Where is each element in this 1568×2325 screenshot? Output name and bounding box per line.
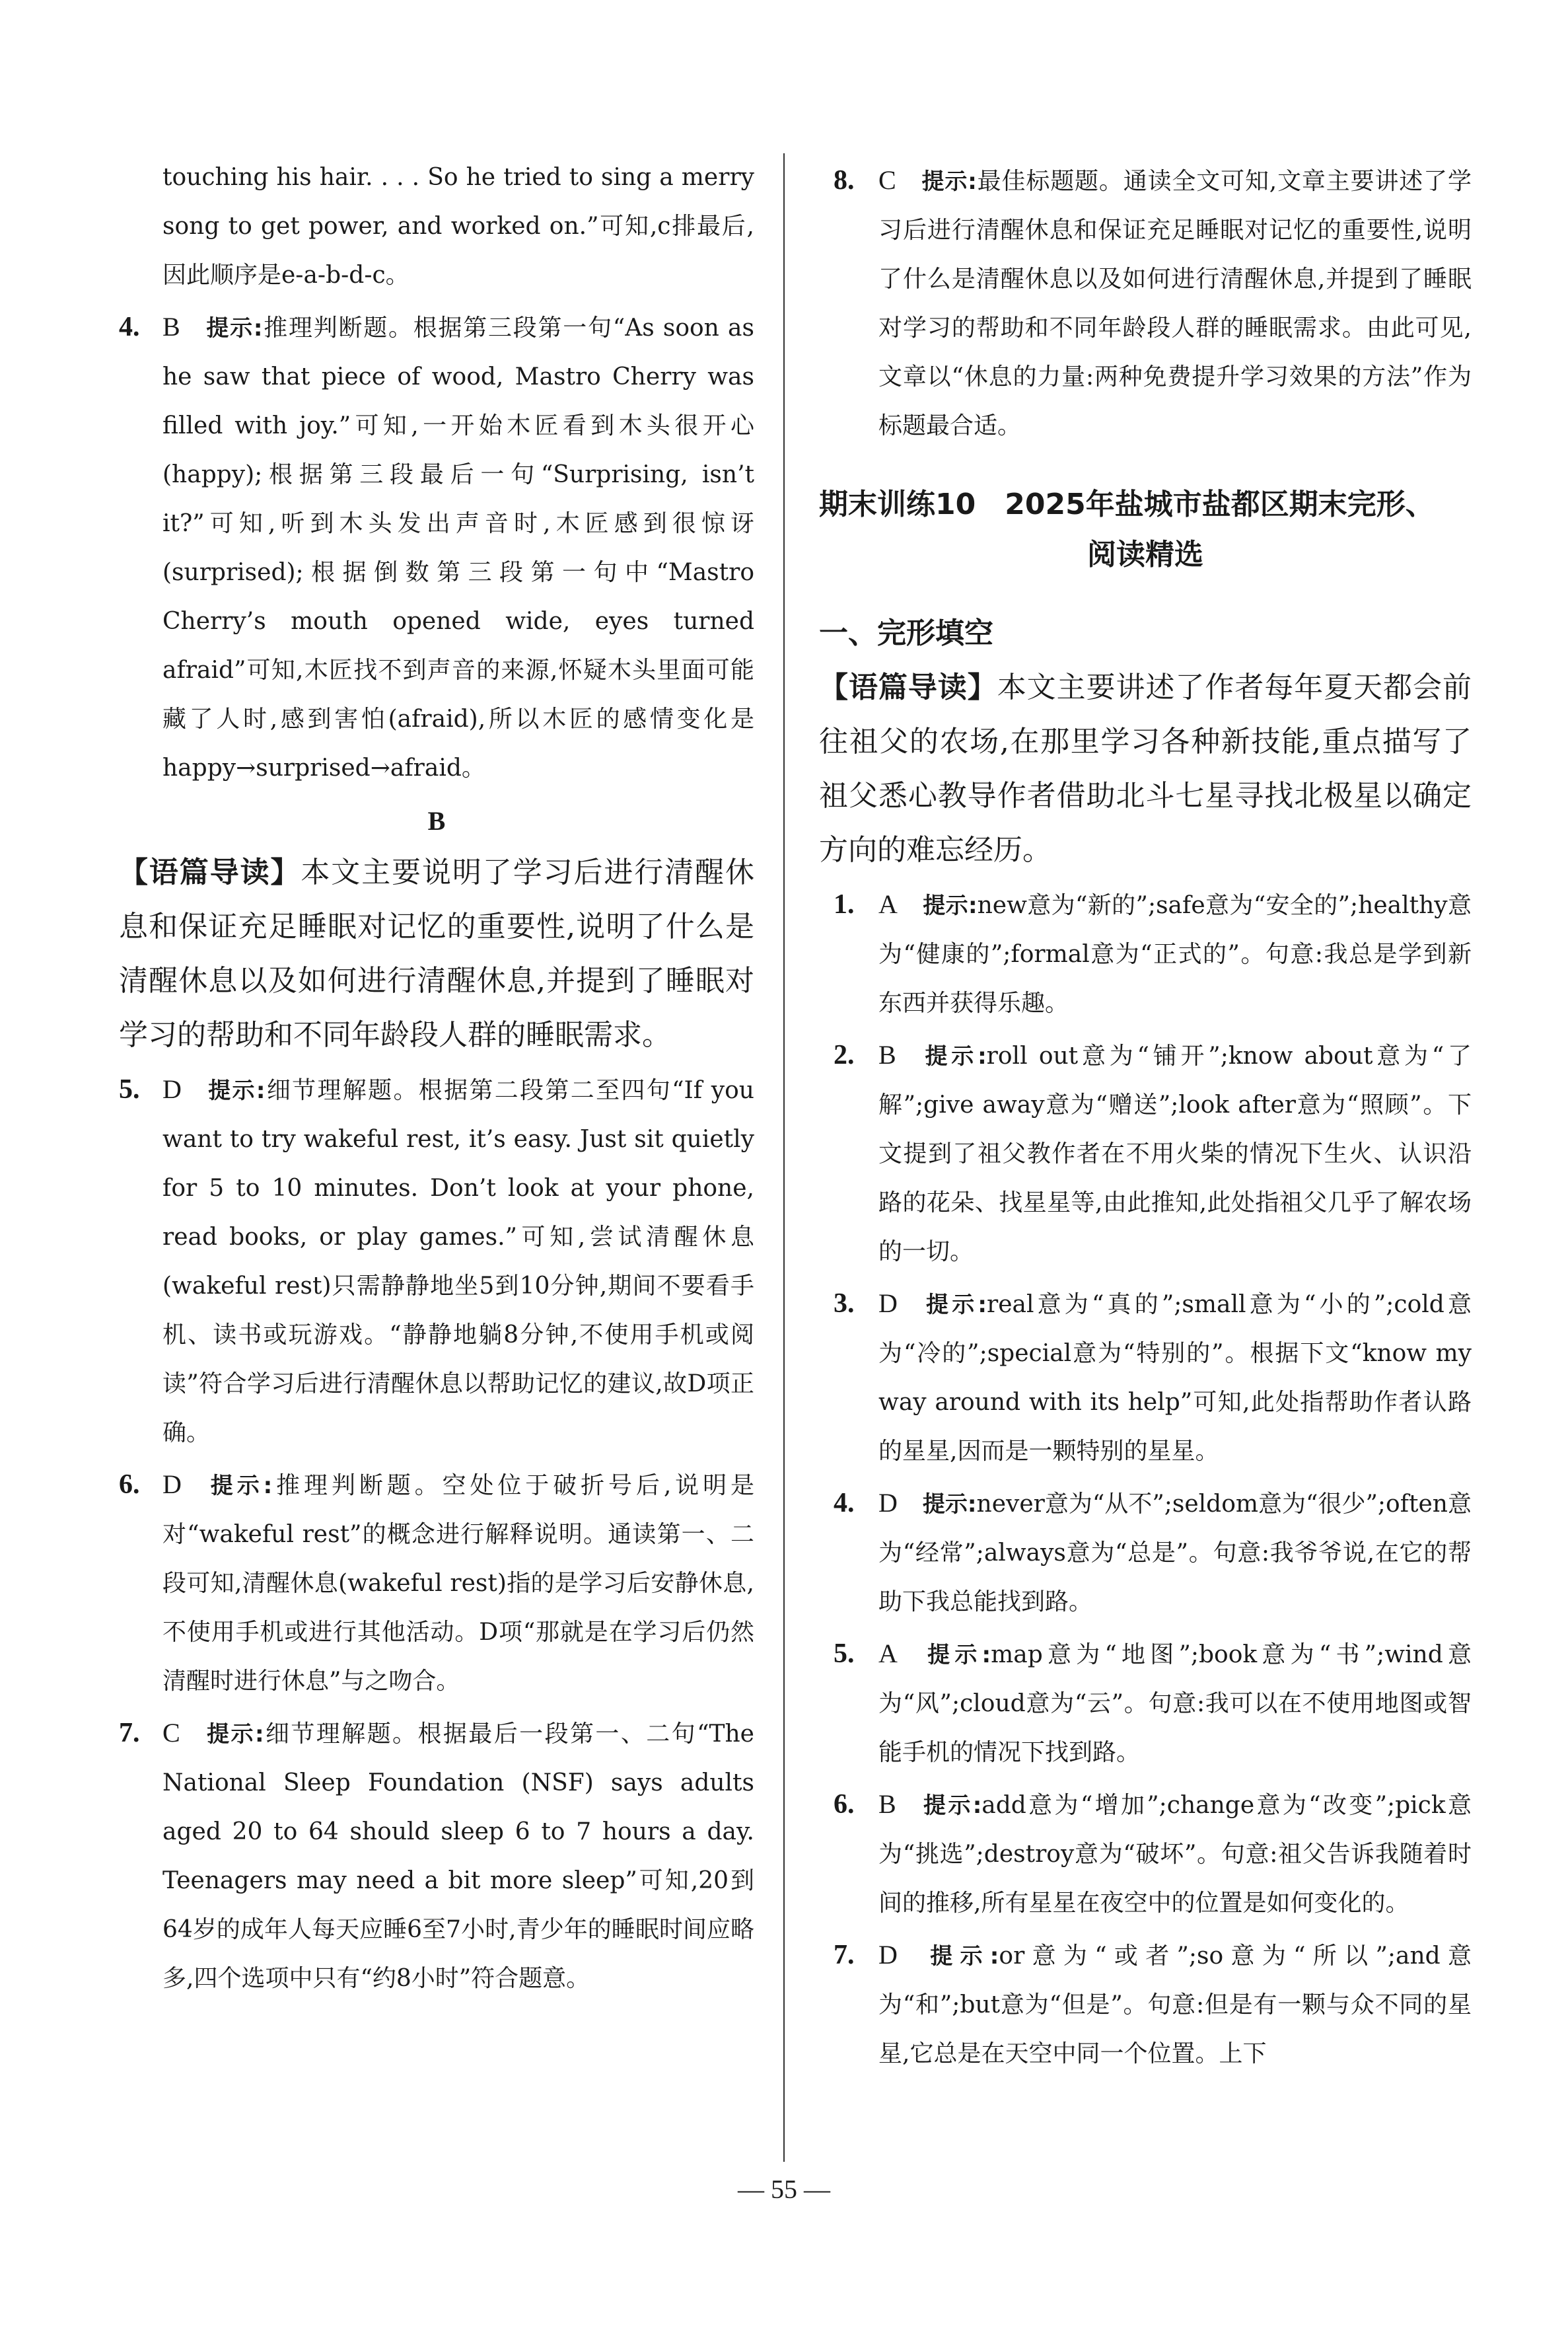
answer-item (819, 880, 1472, 1028)
answer-item (819, 1479, 1472, 1627)
item-explanation: or意为“或者”;so意为“所以”;and意为“和”;but意为“但是”。句意:但是有一颗与众不同的星星,它总是在天空中同一个位置。上下 (878, 1942, 1472, 2067)
item-answer: D (162, 1074, 182, 1104)
answer-item (119, 1709, 754, 2003)
answer-item (819, 1279, 1472, 1476)
item-explanation: map意为“地图”;book意为“书”;wind意为“风”;cloud意为“云”。句意:我可以在不使用地图或智能手机的情况下找到路。 (878, 1641, 1472, 1766)
answer-item (119, 1460, 754, 1706)
item-answer: A (878, 1639, 898, 1668)
item-number: 6. (834, 1789, 855, 1820)
item-explanation: never意为“从不”;seldom意为“很少”;often意为“经常”;always意为“总是”。句意:我爷爷说,在它的帮助下我总能找到路。 (878, 1491, 1472, 1615)
answer-item-4 (119, 303, 754, 793)
hint-label: 提示: (922, 893, 978, 919)
item-answer: D (878, 1488, 898, 1518)
right-column (819, 153, 1472, 2079)
passage-guide (119, 846, 754, 1062)
answer-item (119, 1065, 754, 1458)
item-answer: C (878, 165, 896, 195)
item-answer: C (162, 1718, 180, 1748)
hint-label: 提示: (922, 1642, 991, 1668)
item-explanation: 最佳标题题。通读全文可知,文章主要讲述了学习后进行清醒休息和保证充足睡眠对记忆的重要性,说明了什么是清醒休息以及如何进行清醒休息,并提到了睡眠对学习的帮助和不同年龄段人群的睡眠需求。由此可见,文章以“休息的力量:两种免费提升学习效果的方法”作为标题最合适。 (878, 168, 1472, 439)
item-number: 3. (834, 1288, 855, 1319)
answer-item (819, 1931, 1472, 2079)
guide-text: 本文主要说明了学习后进行清醒休息和保证充足睡眠对记忆的重要性,说明了什么是清醒休息以及如何进行清醒休息,并提到了睡眠对学习的帮助和不同年龄段人群的睡眠需求。 (119, 856, 755, 1052)
answer-item (819, 1031, 1472, 1276)
item-answer: B (162, 312, 180, 342)
answer-item (819, 1780, 1472, 1928)
section-heading: 一、完形填空 (819, 616, 993, 650)
guide-text: 本文主要讲述了作者每年夏天都会前往祖父的农场,在那里学习各种新技能,重点描写了祖父悉心教导作者借助北斗七星寻找北极星以确定方向的难忘经历。 (819, 671, 1472, 867)
item-number: 6. (119, 1469, 140, 1500)
continued-answer-text: touching his hair. . . . So he tried to sing a merry song to get power, and worked on.”可知,c排最后,因此顺序是e-a-b-d-c。 (162, 164, 754, 289)
item-explanation: 细节理解题。根据最后一段第一、二句“The National Sleep Foundation (NSF) says adults aged 20 to 64 should sleep 6 to 7 hours a day. Teenagers may need a bit more sleep”可知,20到64岁的成年人每天应睡6至7小时,青少年的睡眠时间应略多,四个选项中只有“约8小时”符合题意。 (162, 1720, 754, 1992)
item-number: 1. (834, 889, 855, 920)
exercise-title (819, 480, 1472, 580)
item-answer: D (878, 1940, 898, 1970)
item-number: 7. (834, 1940, 855, 1970)
column-divider (783, 153, 785, 2162)
page-number: — 55 — (738, 2174, 830, 2204)
item-explanation: new意为“新的”;safe意为“安全的”;healthy意为“健康的”;formal意为“正式的”。句意:我总是学到新东西并获得乐趣。 (878, 892, 1472, 1017)
guide-label: 【语篇导读】 (119, 856, 301, 889)
hint-label: 提示: (922, 1943, 999, 1970)
left-column (119, 153, 754, 2003)
passage-guide (819, 661, 1472, 877)
item-explanation: add意为“增加”;change意为“改变”;pick意为“挑选”;destroy意为“破坏”。句意:祖父告诉我随着时间的推移,所有星星在夜空中的位置是如何变化的。 (878, 1792, 1472, 1917)
item-answer: A (878, 889, 898, 919)
item-number: 5. (119, 1074, 140, 1105)
guide-label: 【语篇导读】 (819, 671, 997, 704)
item-answer: B (878, 1040, 896, 1070)
hint-label: 提示: (922, 1292, 987, 1318)
item-number: 2. (834, 1040, 855, 1070)
hint-label: 提示: (922, 1491, 977, 1518)
item-number: 8. (834, 165, 855, 196)
item-number: 4. (834, 1488, 855, 1518)
hint-label: 提示: (921, 1792, 982, 1819)
item-answer: D (162, 1469, 182, 1499)
item-number: 7. (119, 1718, 140, 1748)
title-line-2: 阅读精选 (1087, 538, 1203, 572)
item-explanation: roll out意为“铺开”;know about意为“了解”;give away意为“赠送”;look after意为“照顾”。下文提到了祖父教作者在不用火柴的情况下生火、认识沿路的花朵、找星星等,由此推知,此处指祖父几乎了解农场的一切。 (878, 1043, 1472, 1265)
hint-label: 提示: (205, 315, 263, 342)
hint-label: 提示: (921, 168, 977, 195)
section-b-heading: B (427, 806, 446, 836)
hint-label: 提示: (205, 1721, 264, 1748)
item-answer: D (878, 1288, 898, 1318)
item-explanation: 细节理解题。根据第二段第二至四句“If you want to try wakeful rest, it’s easy. Just sit quietly for 5 to 10 minutes. Don’t look at your phone, read books, or play games.”可知,尝试清醒休息(wakeful rest)只需静静地坐5到10分钟,期间不要看手机、读书或玩游戏。“静静地躺8分钟,不使用手机或阅读”符合学习后进行清醒休息以帮助记忆的建议,故D项正确。 (162, 1077, 754, 1446)
item-answer: B (878, 1789, 896, 1819)
item-number: 5. (834, 1639, 855, 1669)
item-number: 4. (119, 312, 140, 342)
hint-label: 提示: (206, 1078, 266, 1104)
item-explanation: 推理判断题。空处位于破折号后,说明是对“wakeful rest”的概念进行解释说明。通读第一、二段可知,清醒休息(wakeful rest)指的是学习后安静休息,不使用手机或进行其他活动。D项“那就是在学习后仍然清醒时进行休息”与之吻合。 (162, 1472, 754, 1695)
item-explanation: 推理判断题。根据第三段第一句“As soon as he saw that piece of wood, Mastro Cherry was filled with joy.”可知,一开始木匠看到木头很开心(happy);根据第三段最后一句“Surprising, isn’t it?”可知,听到木头发出声音时,木匠感到很惊讶(surprised);根据倒数第三段第一句中“Mastro Cherry’s mouth opened wide, eyes turned afraid”可知,木匠找不到声音的来源,怀疑木头里面可能藏了人时,感到害怕(afraid),所以木匠的感情变化是happy→surprised→afraid。 (162, 314, 754, 782)
answer-item (819, 1629, 1472, 1777)
item-explanation: real意为“真的”;small意为“小的”;cold意为“冷的”;special意为“特别的”。根据下文“know my way around with its help”可知,此处指帮助作者认路的星星,因而是一颗特别的星星。 (878, 1291, 1472, 1465)
hint-label: 提示: (206, 1473, 273, 1499)
title-line-1: 期末训练10 2025年盐城市盐都区期末完形、 (819, 488, 1435, 521)
hint-label: 提示: (921, 1043, 987, 1070)
answer-item-8 (819, 156, 1472, 451)
